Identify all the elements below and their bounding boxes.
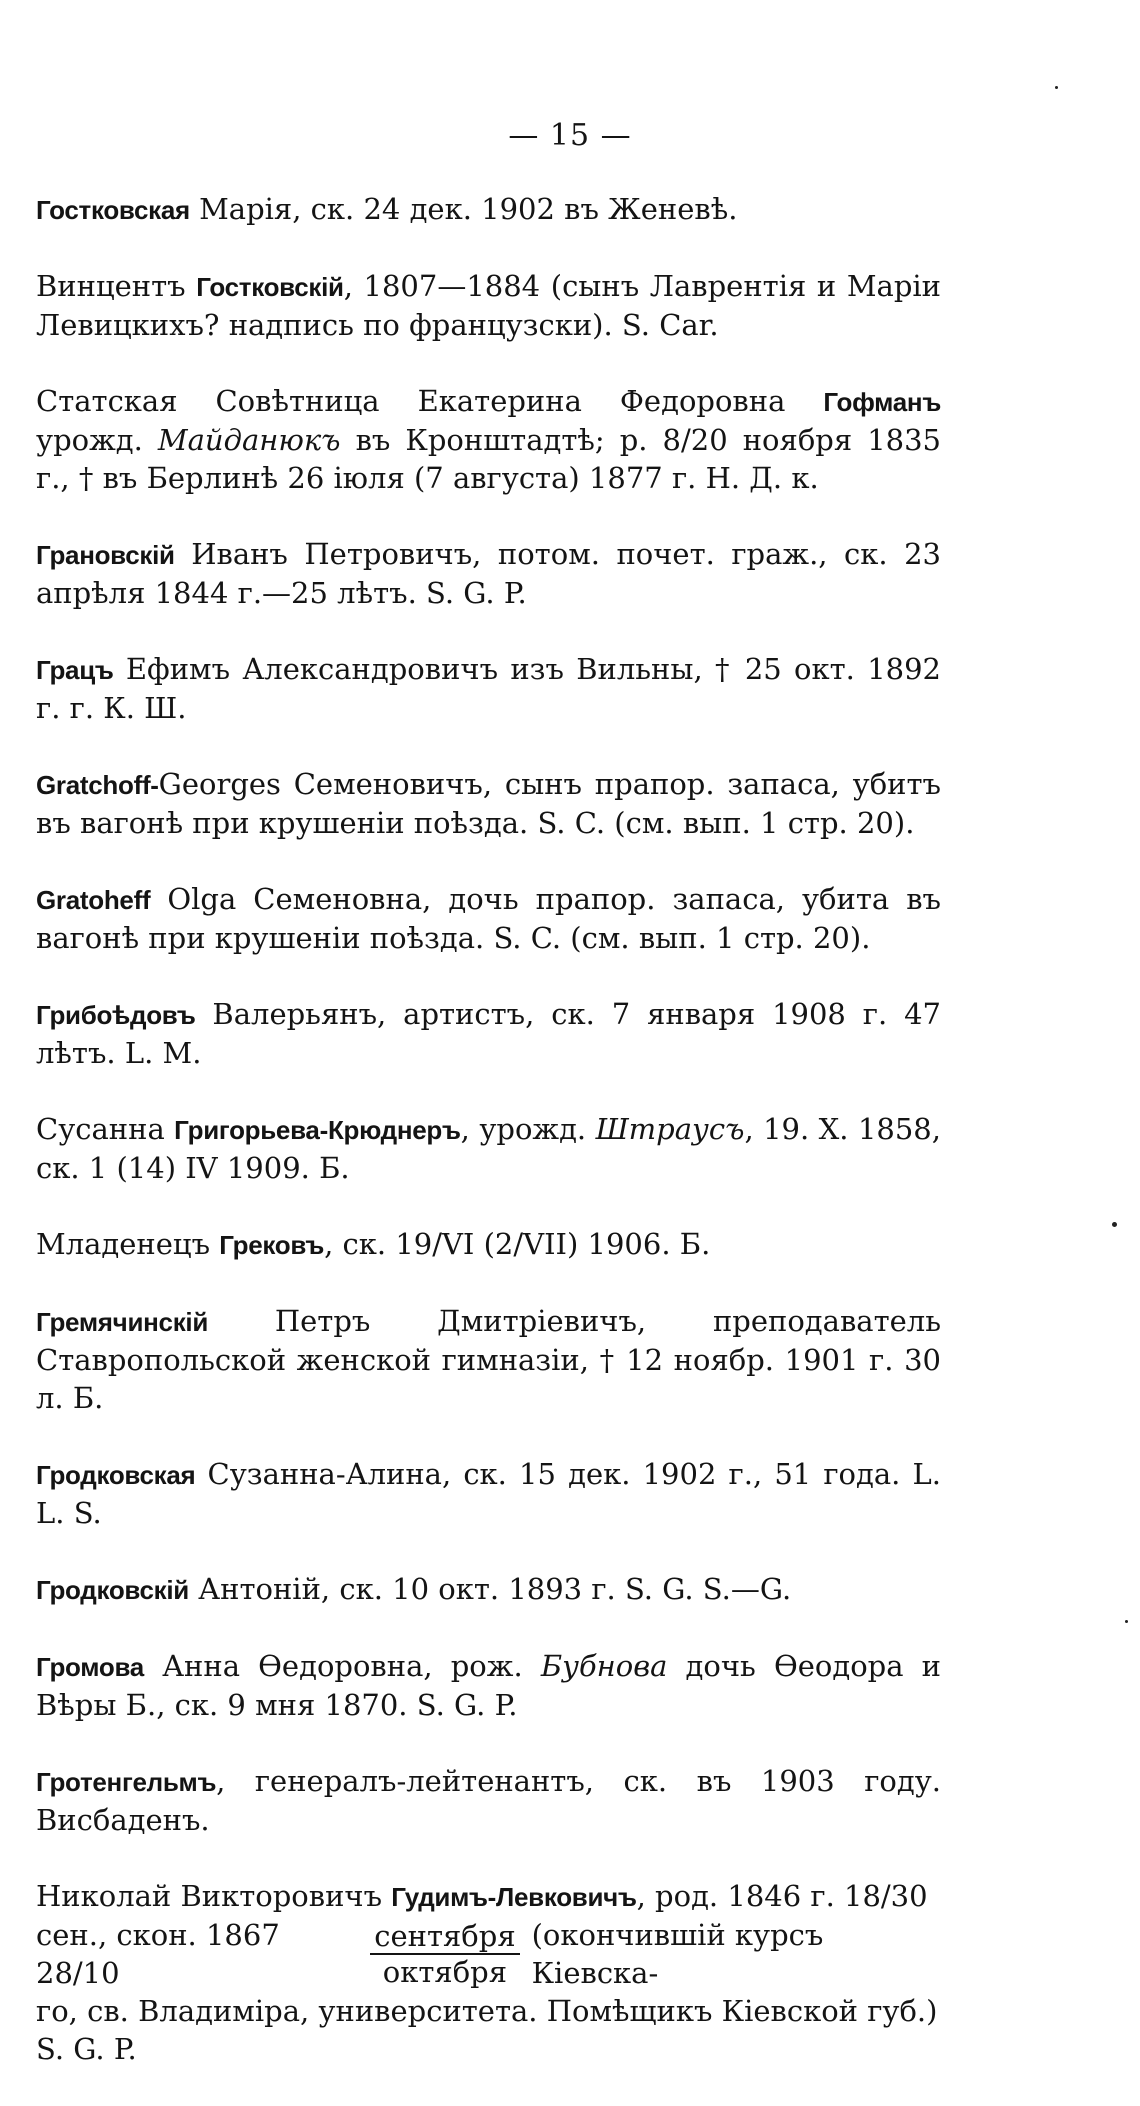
- entry-surname: Грацъ: [36, 655, 114, 685]
- entry-line: го, св. Владиміра, университета. Помѣщикъ Кіевской губ.): [36, 1994, 938, 2028]
- entries-column: [36, 190, 941, 2106]
- entry-text: сен., скон. 1867 28/10: [36, 1918, 280, 1990]
- page-number: — 15 —: [508, 118, 632, 153]
- entry-gostkovskiy: [36, 267, 941, 344]
- entry-text: Olga Семеновна, дочь прапор. запаса, убита въ вагонѣ при крушеніи поѣзда. S. C. (см. вып. 1 стр. 20).: [36, 882, 941, 955]
- entry-text: , урожд.: [460, 1112, 596, 1146]
- entry-text: Сузанна-Алина, ск. 15 дек. 1902 г., 51 года. L. L. S.: [36, 1457, 941, 1530]
- fraction-numerator: сентября: [370, 1919, 519, 1955]
- entry-gromova: [36, 1647, 941, 1724]
- entry-surname: Gratoheff: [36, 885, 151, 915]
- entry-maiden-name: Майданюкъ: [157, 423, 341, 457]
- entry-prefix: Младенецъ: [36, 1227, 220, 1261]
- entry-surname: Гудимъ-Левковичъ: [391, 1882, 637, 1912]
- entry-gostkovskaya: [36, 190, 941, 229]
- entry-granovskiy: [36, 535, 941, 612]
- entry-text: , генералъ-лейтенантъ, ск. въ 1903 году. Висбаденъ.: [36, 1764, 941, 1837]
- entry-prefix: Николай Викторовичъ: [36, 1879, 392, 1913]
- entry-gratchoff-georges: [36, 765, 941, 842]
- entry-text: , ск. 19/VI (2/VII) 1906. Б.: [324, 1227, 711, 1261]
- entry-gudim-levkovich: [36, 1877, 941, 2068]
- entry-gofman: [36, 382, 941, 497]
- entry-surname: Гротенгельмъ: [36, 1767, 217, 1797]
- entry-text: Georges Семеновичъ, сынъ прапор. запаса, убитъ въ вагонѣ при крушеніи поѣзда. S. C. (см. вып. 1 стр. 20).: [36, 767, 941, 840]
- entry-line: S. G. P.: [36, 2032, 137, 2066]
- entry-prefix: Сусанна: [36, 1112, 175, 1146]
- entry-fraction-line: [36, 1916, 941, 1992]
- entry-gratoheff-olga: [36, 880, 941, 957]
- entry-text: Марія, ск. 24 дек. 1902 въ Женевѣ.: [189, 192, 738, 226]
- entry-surname: Григорьева-Крюднеръ: [174, 1115, 461, 1145]
- print-speck: [1055, 86, 1058, 89]
- entry-surname: Гофманъ: [823, 387, 941, 417]
- entry-line: [36, 1877, 941, 1916]
- entry-maiden-name: Бубнова: [540, 1649, 668, 1683]
- entry-text: (окончившій курсъ Кіевска-: [531, 1918, 824, 1990]
- entry-text: Анна Өедоровна, рож.: [143, 1649, 541, 1683]
- entry-griboedov: [36, 995, 941, 1072]
- entry-grigorieva-kryudner: [36, 1110, 941, 1187]
- entry-text-cont: въ Кронштадтѣ; р. 8/20 ноября 1835 г., † въ Берлинѣ 26 іюля (7 августа) 1877 г. Н. Д. к.: [36, 423, 941, 495]
- entry-grodkovskiy: [36, 1570, 941, 1609]
- entry-text: Иванъ Петровичъ, потом. почет. граж., ск. 23 апрѣля 1844 г.—25 лѣтъ. S. G. P.: [36, 537, 941, 610]
- entry-prefix: Винцентъ: [36, 269, 197, 303]
- entry-grodkovskaya: [36, 1455, 941, 1532]
- entry-maiden-name: Штраусъ: [595, 1112, 745, 1146]
- entry-text: , 1807—1884 (сынъ Лаврентія и Маріи Левицкихъ? надпись по французски). S. Car.: [36, 269, 942, 342]
- entry-text-cont: дочь Өеодора и Вѣры Б., ск. 9 мня 1870. S. G. P.: [36, 1649, 942, 1722]
- entry-surname: Грибоѣдовъ: [36, 1000, 196, 1030]
- print-speck: [1112, 1222, 1117, 1227]
- entry-prefix: Статская Совѣтница Екатерина Федоровна: [36, 384, 824, 418]
- entry-surname: Гостковская: [36, 195, 190, 225]
- entry-surname: Гродковская: [36, 1460, 196, 1490]
- entry-text: , род. 1846 г. 18/30: [636, 1879, 928, 1913]
- entry-gremyachinskiy: [36, 1302, 941, 1417]
- entry-text: урожд.: [36, 423, 158, 457]
- entry-text: Петръ Дмитріевичъ, преподаватель Ставропольской женской гимназіи, † 12 ноябр. 1901 г. 30 л. Б.: [36, 1304, 941, 1415]
- entry-text-cont: , 19. X. 1858, ск. 1 (14) IV 1909. Б.: [36, 1112, 941, 1185]
- entry-surname: Gratchoff-: [36, 770, 159, 800]
- entry-text: Валерьянъ, артистъ, ск. 7 января 1908 г. 47 лѣтъ. L. M.: [36, 997, 941, 1070]
- entry-text: Антоній, ск. 10 окт. 1893 г. S. G. S.—G.: [188, 1572, 792, 1606]
- month-fraction: [370, 1919, 519, 1989]
- entry-grats: [36, 650, 941, 727]
- entry-surname: Гродковскій: [36, 1575, 189, 1605]
- fraction-denominator: октября: [382, 1955, 508, 1989]
- entry-surname: Гремячинскій: [36, 1307, 209, 1337]
- entry-surname: Гостковскій: [196, 272, 344, 302]
- entry-grekov: [36, 1225, 941, 1264]
- entry-surname: Громова: [36, 1652, 144, 1682]
- print-speck: [1125, 1620, 1128, 1623]
- entry-surname: Грановскій: [36, 540, 175, 570]
- entry-surname: Грековъ: [219, 1230, 325, 1260]
- entry-grotengelm: [36, 1762, 941, 1839]
- entry-text: Ефимъ Александровичъ изъ Вильны, † 25 окт. 1892 г. г. К. Ш.: [36, 652, 941, 725]
